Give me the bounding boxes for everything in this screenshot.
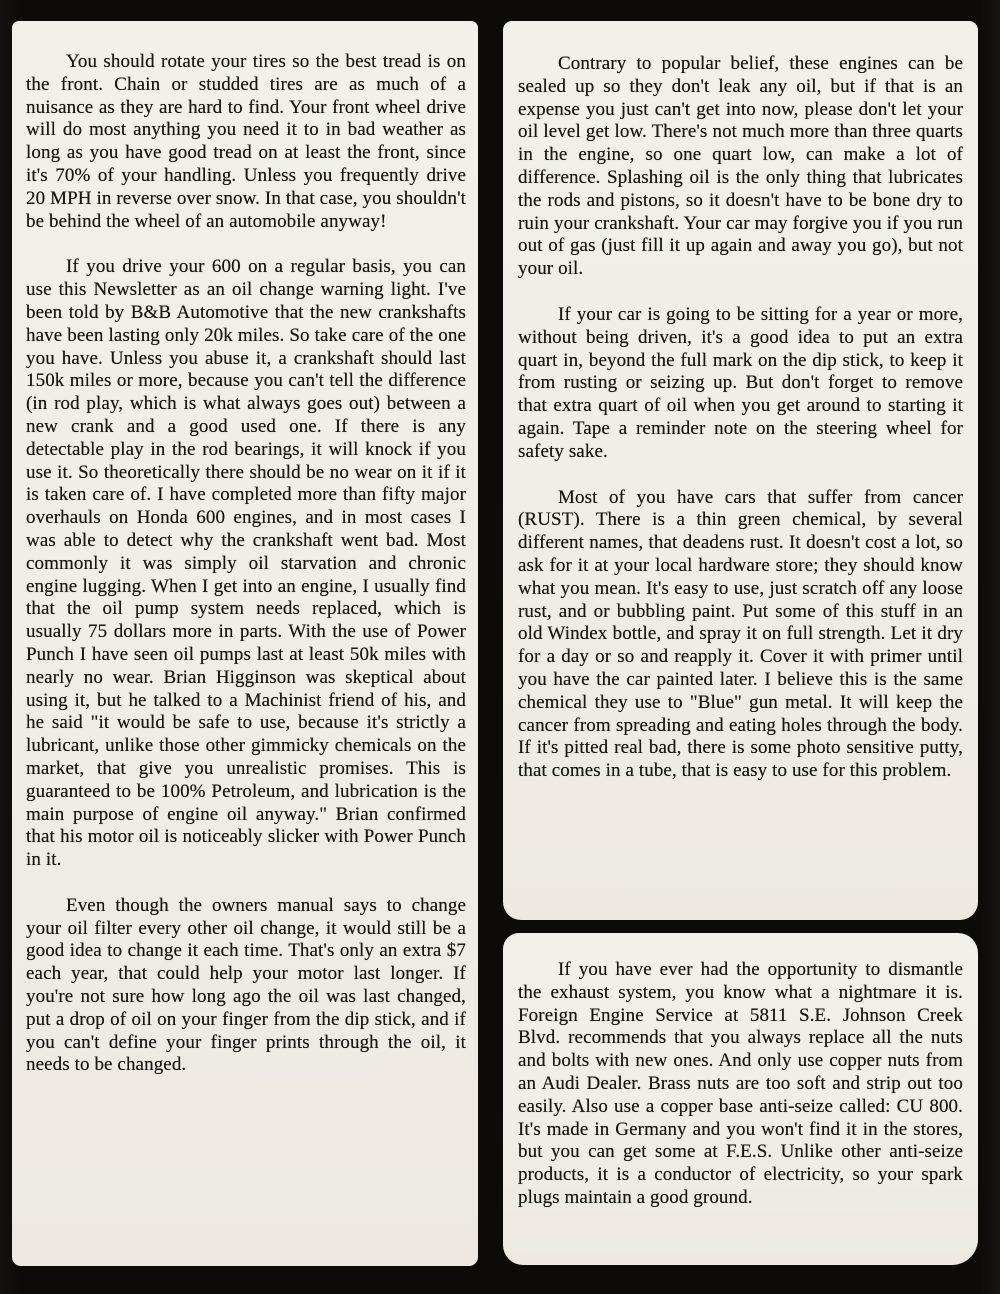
- paragraph-oil-change-crankshaft: If you drive your 600 on a regular basis, you can use this Newsletter as an oil change warning light. I've been told by B&B Automotive that the new crankshafts have been lasting only 20k miles. So take care of the one you have. Unless you abuse it, a crankshaft should last 150k miles or more, because you can't tell the difference (in rod play, which is what always goes out) between a new crank and a good used one. If there is any detectable play in the rod bearings, it will knock if you use it. So theoretically there should be no wear on it if it is taken care of. I have completed more than fifty major overhauls on Honda 600 engines, and in most cases I was able to detect why the crankshaft went bad. Most commonly it was simply oil starvation and chronic engine lugging. When I get into an engine, I usually find that the oil pump system needs replaced, which is usually 75 dollars more in parts. With the use of Power Punch I have seen oil pumps last at least 50k miles with nearly no wear. Brian Higginson was skeptical about using it, but he talked to a Machinist friend of his, and he said "it would be safe to use, because it's strictly a lubricant, unlike those other gimmicky chemicals on the market, that give you unrealistic promises. This is guaranteed to be 100% Petroleum, and lubrication is the main purpose of engine oil anyway." Brian confirmed that his motor oil is noticeably slicker with Power Punch in it.: [26, 256, 466, 871]
- paragraph-oil-filter: Even though the owners manual says to change your oil filter every other oil change, it would still be a good idea to change it each time. That's only an extra $7 each year, that could help your motor last longer. If you're not sure how long ago the oil was last changed, put a drop of oil on your finger from the dip stick, and if you can't define your finger prints through the oil, it needs to be changed.: [26, 894, 466, 1076]
- paragraph-rust-treatment: Most of you have cars that suffer from cancer (RUST). There is a thin green chemical, by several different names, that deadens rust. It doesn't cost a lot, so ask for it at your local hardware store; they should know what you mean. It's easy to use, just scratch off any loose rust, and or bubbling paint. Put some of this stuff in an old Windex bottle, and spray it on full strength. Let it dry for a day or so and reapply it. Cover it with primer until you have the car painted later. I believe this is the same chemical they use to "Blue" gun metal. It will keep the cancer from spreading and eating holes through the body. If it's pitted real bad, there is some photo sensitive putty, that comes in a tube, that is easy to use for this problem.: [518, 486, 963, 782]
- paragraph-oil-level: Contrary to popular belief, these engines can be sealed up so they don't leak any oil, but if that is an expense you just can't get into now, please don't let your oil level get low. There's not much more than three quarts in the engine, so one quart low, can make a lot of difference. Splashing oil is the only thing that lubricates the rods and pistons, so it doesn't have to be bone dry to ruin your crankshaft. Your car may forgive you if you run out of gas (just fill it up again and away you go), but not your oil.: [518, 53, 963, 280]
- paragraph-exhaust-system: If you have ever had the opportunity to dismantle the exhaust system, you know what a nightmare it is. Foreign Engine Service at 5811 S.E. Johnson Creek Blvd. recommends that you always replace all the nuts and bolts with new ones. And only use copper nuts from an Audi Dealer. Brass nuts are too soft and strip out too easily. Also use a copper base anti-seize called: CU 800. It's made in Germany and you won't find it in the stores, but you can get some at F.E.S. Unlike other anti-seize products, it is a conductor of electricity, so your spark plugs maintain a good ground.: [518, 959, 963, 1208]
- article-box-right-top: [503, 21, 978, 920]
- article-box-left-column: [12, 21, 478, 1266]
- paragraph-storage-extra-quart: If your car is going to be sitting for a year or more, without being driven, it's a good idea to put an extra quart in, beyond the full mark on the dip stick, to keep it from rusting or seizing up. But don't forget to remove that extra quart of oil when you get around to starting it again. Tape a reminder note on the steering wheel for safety sake.: [518, 303, 963, 462]
- paragraph-tire-rotation: You should rotate your tires so the best tread is on the front. Chain or studded tires are as much of a nuisance as they are hard to find. Your front wheel drive will do most anything you need it to in bad weather as long as you have good tread on at least the front, since it's 70% of your handling. Unless you frequently drive 20 MPH in reverse over snow. In that case, you shouldn't be behind the wheel of an automobile anyway!: [26, 51, 466, 232]
- article-box-right-bottom: [503, 933, 978, 1265]
